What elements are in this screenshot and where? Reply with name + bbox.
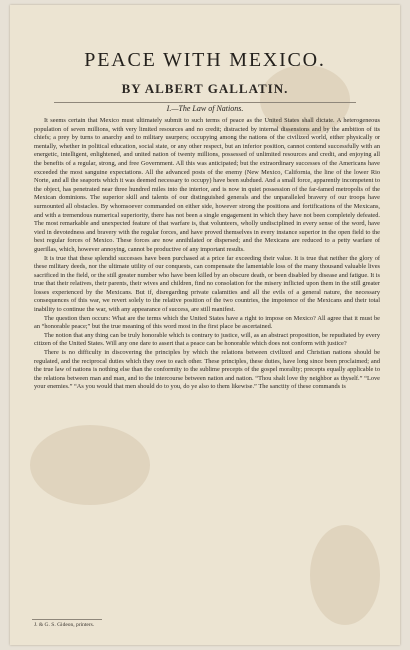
footer-rule	[32, 619, 102, 620]
paragraph: It seems certain that Mexico must ultimately submit to such terms of peace as the United States shall dictate. A heterogeneous population of seven millions, with very limited resources and no credit; distracted by internal dissensions and by the ambition of its chiefs; a prey by turns to anarchy and to military usurpers; occupying among the nations of the civilized world, either physically or mentally, whether in political education, social state, or any other respect, but an inferior position, cannot contend successfully with an energetic, intelligent, enlightened, and united nation of twenty millions, possessed of unlimited resources and credit, and enjoying all the benefits of a regular, strong, and free Government. All this was anticipated; but the extraordinary successes of the Americans have exceeded the most sanguine expectations. All the advanced posts of the enemy (New Mexico, California, the line of the lower Rio Norte, and all the seaports which it was deemed necessary to occupy) have been subdued. And a small force, apparently incompetent to the object, has penetrated near three hundred miles into the interior, and is now in quiet possession of the far-famed metropolis of the Mexican dominions. The superior skill and talents of our distinguished generals and the unparalleled bravery of our troops have surmounted all obstacles. By whomsoever commanded on either side, however strong the positions and fortifications of the Mexicans, and with a tremendous numerical superiority, there has not been a single engagement in which they have not been completely defeated. The most remarkable and unexpected feature of that warfare is, that volunteers, wholly undisciplined in every sense of the word, have vied in devotedness and bravery with the regular forces, and have proved themselves in every instance superior in the open field to the best regular forces of Mexico. These forces are now annihilated or dispersed; and the Mexicans are reduced to a petty warfare of guerillas, which, however annoying, cannot be productive of any important results.	[34, 117, 380, 253]
printer-imprint: J. & G. S. Gideon, printers.	[34, 622, 95, 628]
paper-stain	[310, 525, 380, 625]
article-body	[34, 117, 380, 392]
paragraph: The notion that any thing can be truly honorable which is contrary to justice, will, as an abstract proposition, be repudiated by every citizen of the United States. Will any one dare to assert that a peace can be honorable which does not conform with justice?	[34, 331, 380, 348]
document-author: BY ALBERT GALLATIN.	[121, 81, 289, 96]
document-title: PEACE WITH MEXICO.	[84, 49, 326, 71]
section-heading: I.—The Law of Nations.	[166, 104, 244, 113]
document-page	[10, 5, 400, 645]
title-rule	[54, 102, 356, 103]
paragraph: There is no difficulty in discovering the principles by which the relations between civilized and Christian nations should be regulated, and the reciprocal duties which they owe to each other. These principles, these duties, have long since been proclaimed; and the true law of nations is nothing else than the conformity to the sublime precepts of the gospel morality; precepts equally applicable to the relations between man and man, and to the intercourse between nation and nation. “Thou shalt love thy neighbor as thyself.” “Love your enemies.” “As you would that men should do to you, do ye also to them likewise.” The sanctity of these commands is	[34, 349, 380, 391]
paper-stain	[30, 425, 150, 505]
paragraph: It is true that these splendid successes have been purchased at a price far exceeding their value. It is true that neither the glory of these military deeds, nor the ultimate utility of our conquests, can compensate the lamentable loss of the many thousand valuable lives sacrificed in the field, or the still greater number who have been killed by an obscure death, or been disabled by disease and fatigue. It is true that their relatives, their parents, their wives and children, find no consolation for the misery inflicted upon them in the still greater losses experienced by the Mexicans. But if, disregarding private calamities and all the evils of a general nature, the necessary consequences of this war, we revert solely to the relative position of the two countries, the impotence of the Mexicans and their total inability to continue the war, with any appearance of success, are still manifest.	[34, 254, 380, 314]
paragraph: The question then occurs: What are the terms which the United States have a right to impose on Mexico? All agree that it must be an “honorable peace;” but the true meaning of this word most in the first place be ascertained.	[34, 314, 380, 331]
